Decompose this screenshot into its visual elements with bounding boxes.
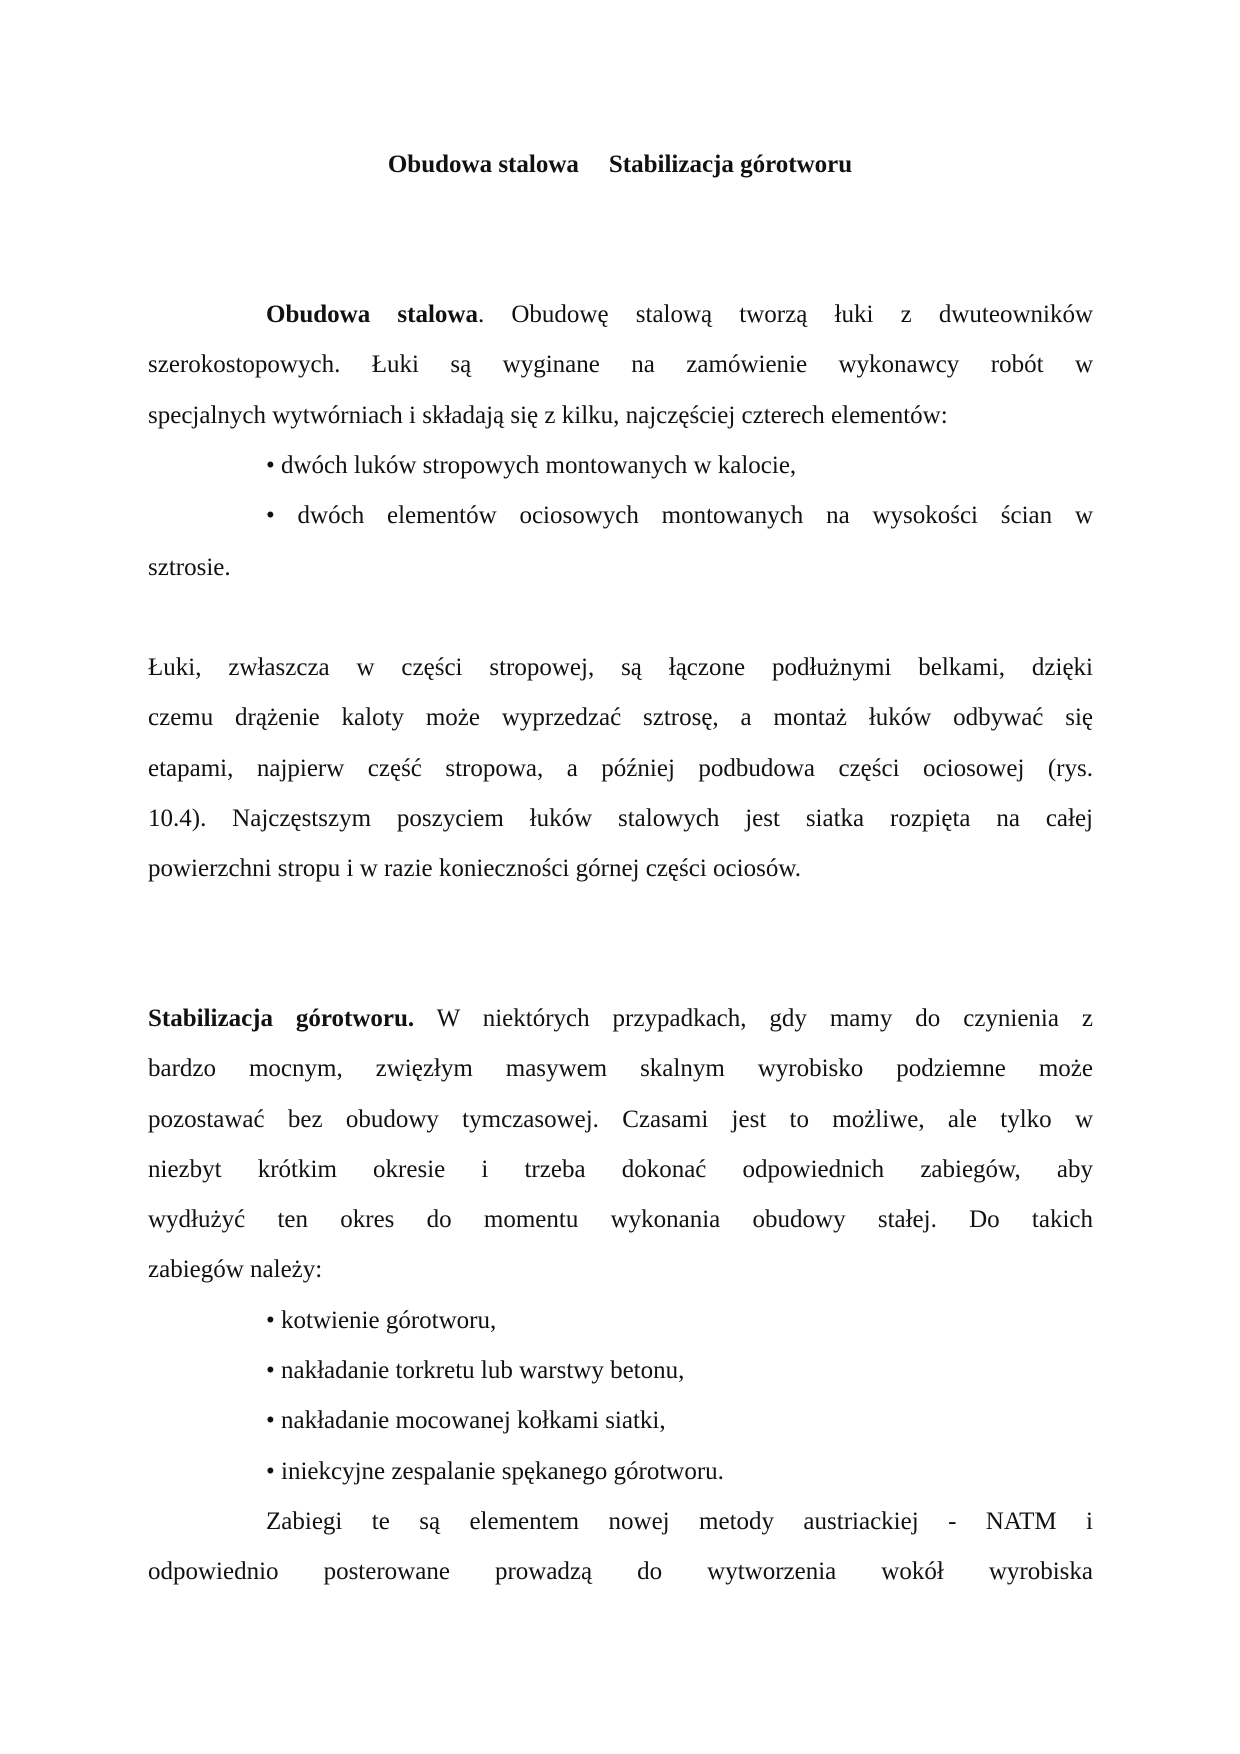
paragraph-line: pozostawać bez obudowy tymczasowej. Czasami jest to możliwe, ale tylko w [148,1106,1093,1133]
paragraph-line: Zabiegi te są elementem nowej metody austriackiej - NATM i [266,1508,1093,1535]
paragraph-line: szerokostopowych. Łuki są wyginane na zamówienie wykonawcy robót w [148,351,1093,378]
title-left: Obudowa stalowa [387,151,579,178]
paragraph-line: czemu drążenie kaloty może wyprzedzać sztrosę, a montaż łuków odbywać się [148,704,1093,731]
paragraph-line: Stabilizacja górotworu. W niektórych przypadkach, gdy mamy do czynienia z [148,1005,1093,1032]
paragraph-line: bardzo mocnym, zwięzłym masywem skalnym wyrobisko podziemne może [148,1055,1093,1082]
paragraph-line: specjalnych wytwórniach i składają się z kilku, najczęściej czterech elementów: [148,402,948,429]
list-item: • dwóch luków stropowych montowanych w kalocie, [266,452,797,479]
paragraph-line: sztrosie. [148,554,231,581]
paragraph-line: Obudowa stalowa. Obudowę stalową tworzą łuki z dwuteowników [266,301,1094,328]
list-item: • kotwienie górotworu, [266,1307,497,1334]
list-item: • nakładanie torkretu lub warstwy betonu, [266,1357,685,1384]
paragraph-line: etapami, najpierw część stropowa, a później podbudowa części ociosowej (rys. [148,755,1093,782]
paragraph-line: wydłużyć ten okres do momentu wykonania obudowy stałej. Do takich [148,1206,1093,1233]
paragraph-line: odpowiednio posterowane prowadzą do wytworzenia wokół wyrobiska [148,1558,1093,1585]
list-item: • nakładanie mocowanej kołkami siatki, [266,1407,666,1434]
list-item: • dwóch elementów ociosowych montowanych na wysokości ścian w [266,502,1093,529]
paragraph-line: Łuki, zwłaszcza w części stropowej, są łączone podłużnymi belkami, dzięki [148,654,1093,681]
paragraph-line: niezbyt krótkim okresie i trzeba dokonać odpowiednich zabiegów, aby [148,1156,1093,1183]
paragraph-line: powierzchni stropu i w razie konieczności górnej części ociosów. [148,855,802,882]
page-title [0,140,1240,190]
section-heading: Obudowa stalowa [266,301,478,328]
paragraph-line: zabiegów należy: [148,1256,323,1283]
list-item: • iniekcyjne zespalanie spękanego górotworu. [266,1458,724,1485]
paragraph-line: 10.4). Najczęstszym poszyciem łuków stalowych jest siatka rozpięta na całej [148,805,1093,832]
section-heading: Stabilizacja górotworu. [148,1005,415,1032]
title-right: Stabilizacja górotworu [608,151,853,178]
